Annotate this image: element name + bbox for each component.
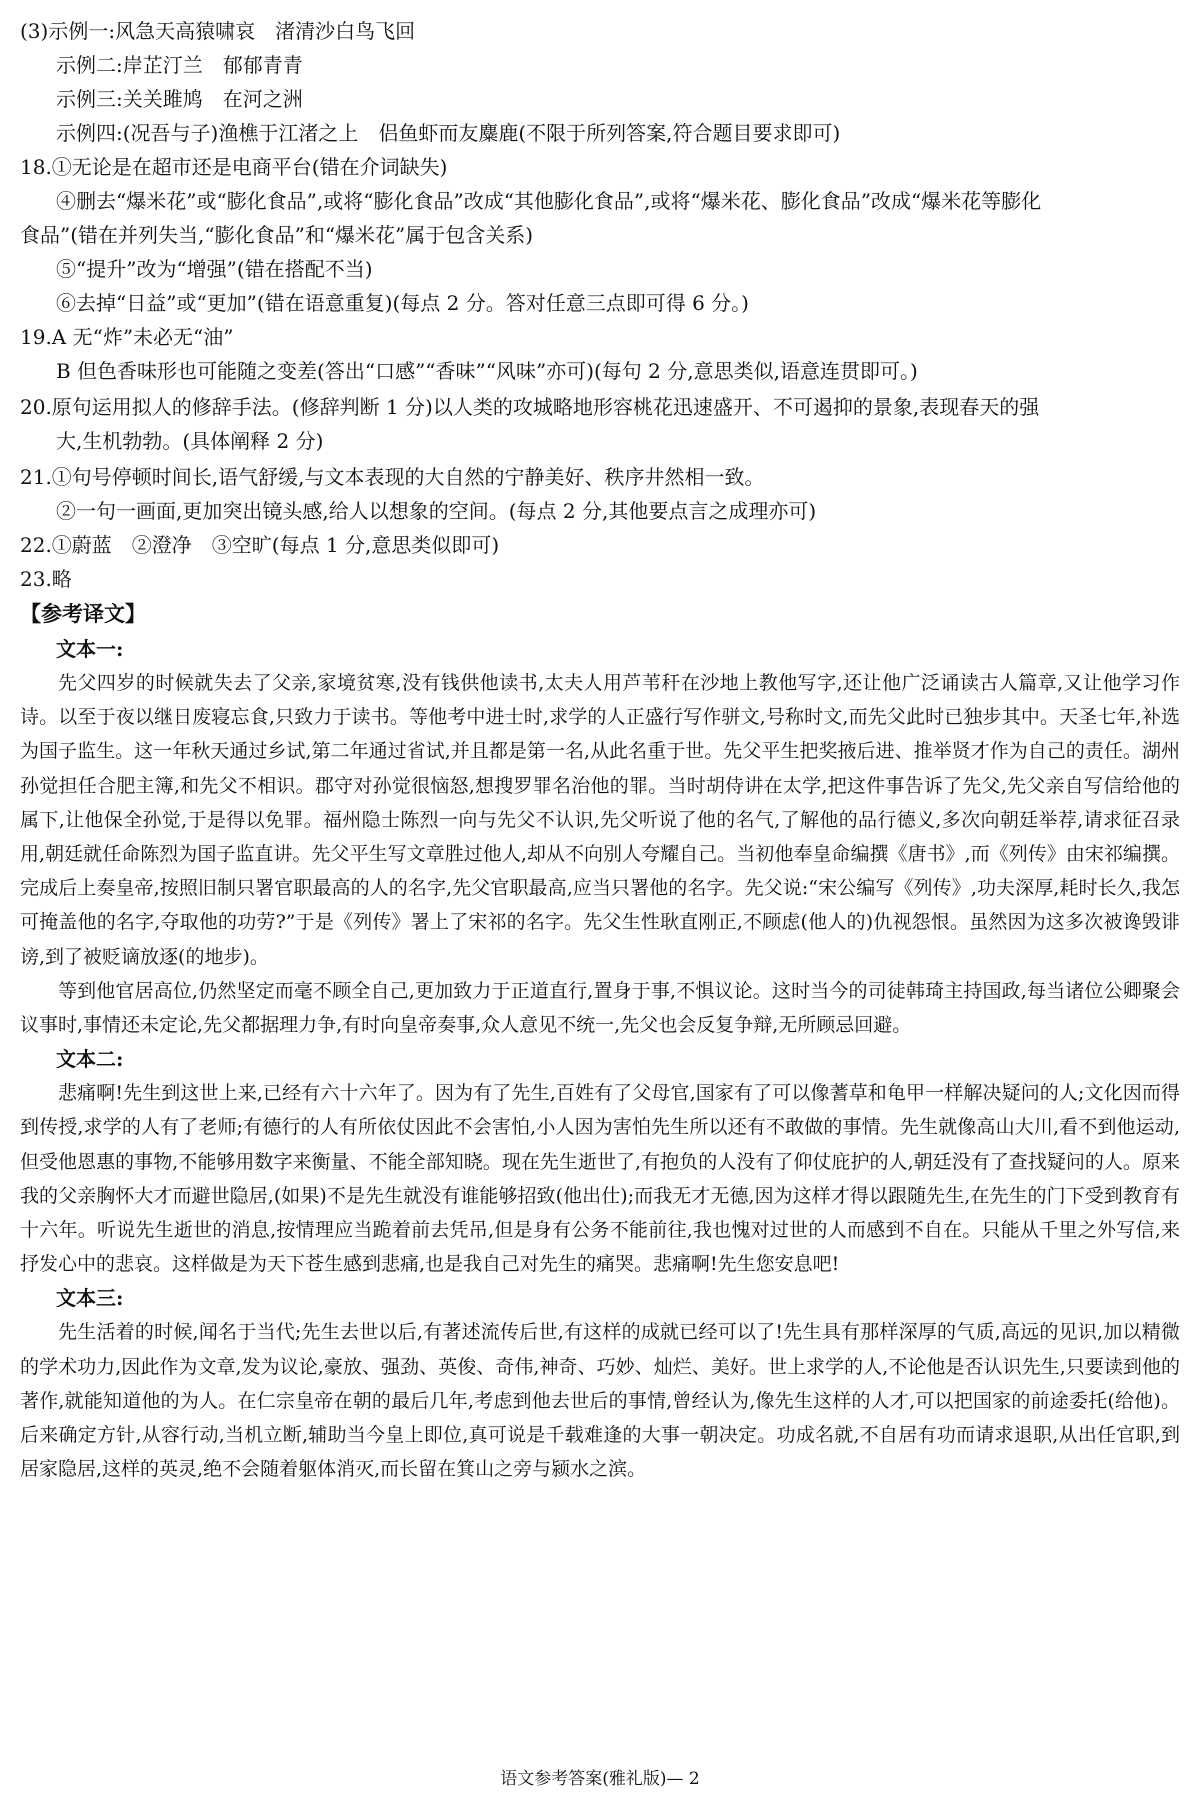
q22-answer — [20, 528, 1180, 562]
q18-answer — [20, 150, 1180, 320]
q20-answer — [20, 390, 1180, 458]
text3-paragraph-1: 先生活着的时候,闻名于当代;先生去世以后,有著述流传后世,有这样的成就已经可以了!先生具有那样深厚的气质,高远的见识,加以精微的学术功力,因此作为文章,发为议论,豪放、强劲、英俊、奇伟,神奇、巧妙、灿烂、美好。世上求学的人,不论他是否认识先生,只要读到他的著作,就能知道他的为人。在仁宗皇帝在朝的最后几年,考虑到他去世后的事情,曾经认为,像先生这样的人才,可以把国家的前途委托(给他)。后来确定方针,从容行动,当机立断,辅助当今皇上即位,真可说是千载难逢的大事一朝决定。功成名就,不自居有功而请求退职,从出任官职,到居家隐居,这样的英灵,绝不会随着躯体消灭,而长留在箕山之旁与颍水之滨。 — [20, 1321, 1180, 1481]
q23-answer — [20, 562, 1180, 596]
q17-example-2: 示例二:岸芷汀兰 郁郁青青 — [56, 53, 303, 77]
q17-part3 — [20, 14, 1180, 150]
q19-line-1: 19.A 无“炸”未必无“油” — [20, 325, 234, 349]
q18-line-4: ⑤“提升”改为“增强”(错在搭配不当) — [56, 257, 373, 281]
translation-heading: 【参考译文】 — [20, 601, 146, 626]
text2-paragraph-1: 悲痛啊!先生到这世上来,已经有六十六年了。因为有了先生,百姓有了父母官,国家有了可以像蓍草和龟甲一样解决疑问的人;文化因而得到传授,求学的人有了老师;有德行的人有所依仗因此不会害怕,小人因为害怕先生所以还有不敢做的事情。先生就像高山大川,看不到他运动,但受他恩惠的事物,不能够用数字来衡量、不能全部知晓。现在先生逝世了,有抱负的人没有了仰仗庇护的人,朝廷没有了查找疑问的人。原来我的父亲胸怀大才而避世隐居,(如果)不是先生就没有谁能够招致(他出仕);而我无才无德,因为这样才得以跟随先生,在先生的门下受到教育有十六年。听说先生逝世的消息,按情理应当跪着前去凭吊,但是身有公务不能前往,我也愧对过世的人而感到不自在。只能从千里之外写信,来抒发心中的悲哀。这样做是为天下苍生感到悲痛,也是我自己对先生的痛哭。悲痛啊!先生您安息吧! — [20, 1082, 1180, 1276]
page-footer: 语文参考答案(雅礼版)— 2 — [500, 1769, 700, 1789]
text1-paragraph-2: 等到他官居高位,仍然坚定而毫不顾全自己,更加致力于正道直行,置身于事,不惧议论。这时当今的司徒韩琦主持国政,每当诸位公卿聚会议事时,事情还未定论,先父都据理力争,有时向皇帝奏事,众人意见不统一,先父也会反复争辩,无所顾忌回避。 — [20, 979, 1180, 1037]
q21-answer — [20, 460, 1180, 528]
text1-label: 文本一: — [56, 637, 124, 661]
q19-answer — [20, 320, 1180, 388]
q18-line-1: 18.①无论是在超市还是电商平台(错在介词缺失) — [20, 155, 448, 179]
text3-label: 文本三: — [56, 1286, 124, 1311]
q20-line-1: 20.原句运用拟人的修辞手法。(修辞判断 1 分)以人类的攻城略地形容桃花迅速盛开、不可遏抑的景象,表现春天的强 — [20, 395, 1040, 419]
q18-line-2: ④删去“爆米花”或“膨化食品”,或将“膨化食品”改成“其他膨化食品”,或将“爆米花、膨化食品”改成“爆米花等膨化 — [56, 189, 1042, 213]
q21-line-2: ②一句一画面,更加突出镜头感,给人以想象的空间。(每点 2 分,其他要点言之成理亦可) — [56, 499, 817, 523]
q17-example-1: (3)示例一:风急天高猿啸哀 渚清沙白鸟飞回 — [20, 19, 416, 43]
q17-example-4: 示例四:(况吾与子)渔樵于江渚之上 侣鱼虾而友麋鹿(不限于所列答案,符合题目要求即可) — [56, 121, 841, 145]
q22-line: 22.①蔚蓝 ②澄净 ③空旷(每点 1 分,意思类似即可) — [20, 533, 500, 557]
text2-label: 文本二: — [56, 1047, 124, 1072]
reference-translation — [20, 596, 1180, 1486]
q20-line-2: 大,生机勃勃。(具体阐释 2 分) — [56, 429, 324, 453]
q23-line: 23.略 — [20, 567, 72, 591]
q21-line-1: 21.①句号停顿时间长,语气舒缓,与文本表现的大自然的宁静美好、秩序井然相一致。 — [20, 465, 765, 489]
q18-line-3: 食品”(错在并列失当,“膨化食品”和“爆米花”属于包含关系) — [20, 223, 534, 247]
q18-line-5: ⑥去掉“日益”或“更加”(错在语意重复)(每点 2 分。答对任意三点即可得 6 分。) — [56, 291, 749, 315]
q19-line-2: B 但色香味形也可能随之变差(答出“口感”“香味”“风味”亦可)(每句 2 分,意思类似,语意连贯即可。) — [56, 359, 918, 383]
text1-paragraph-1: 先父四岁的时候就失去了父亲,家境贫寒,没有钱供他读书,太夫人用芦苇秆在沙地上教他写字,还让他广泛诵读古人篇章,又让他学习作诗。以至于夜以继日废寝忘食,只致力于读书。等他考中进士时,求学的人正盛行写作骈文,号称时文,而先父此时已独步其中。天圣七年,补选为国子监生。这一年秋天通过乡试,第二年通过省试,并且都是第一名,从此名重于世。先父平生把奖掖后进、推举贤才作为自己的责任。湖州孙觉担任合肥主簿,和先父不相识。郡守对孙觉很恼怒,想搜罗罪名治他的罪。当时胡侍讲在太学,把这件事告诉了先父,先父亲自写信给他的属下,让他保全孙觉,于是得以免罪。福州隐士陈烈一向与先父不认识,先父听说了他的名气,了解他的品行德义,多次向朝廷举荐,请求征召录用,朝廷就任命陈烈为国子监直讲。先父平生写文章胜过他人,却从不向别人夸耀自己。当初他奉皇命编撰《唐书》,而《列传》由宋祁编撰。完成后上奏皇帝,按照旧制只署官职最高的人的名字,先父官职最高,应当只署他的名字。先父说:“宋公编写《列传》,功夫深厚,耗时长久,我怎可掩盖他的名字,夺取他的功劳?”于是《列传》署上了宋祁的名字。先父生性耿直刚正,不顾虑(他人的)仇视怨恨。虽然因为这多次被谗毁诽谤,到了被贬谪放逐(的地步)。 — [20, 672, 1180, 968]
q17-example-3: 示例三:关关雎鸠 在河之洲 — [56, 87, 303, 111]
